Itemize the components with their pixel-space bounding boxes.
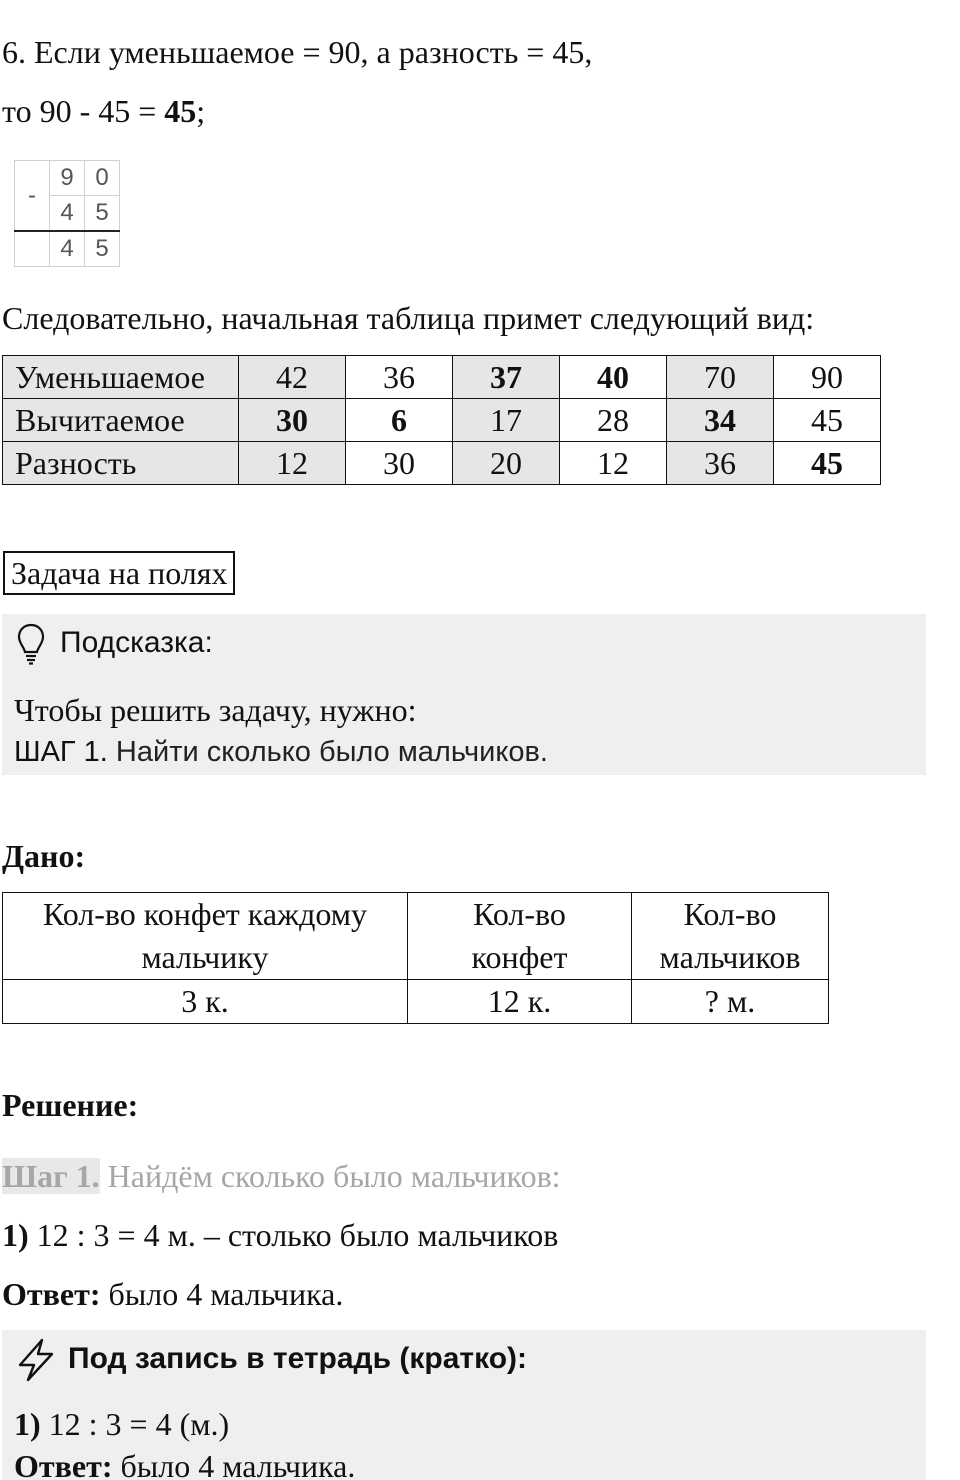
solution-step xyxy=(2,1156,561,1196)
cell-value: 30 xyxy=(276,401,308,438)
table-cell xyxy=(667,442,774,485)
cell-value: 30 xyxy=(383,444,415,481)
notebook-box xyxy=(2,1330,926,1480)
lightning-icon xyxy=(16,1338,56,1387)
given-value: ? м. xyxy=(632,980,829,1024)
table-cell xyxy=(346,442,453,485)
intro-expression: то 90 - 45 = xyxy=(2,93,165,129)
table-cell xyxy=(239,442,346,485)
cell-value: 37 xyxy=(490,358,522,395)
cell-value: 90 xyxy=(811,358,843,395)
table-cell xyxy=(346,356,453,399)
table-cell xyxy=(560,356,667,399)
intro-line-1: 6. Если уменьшаемое = 90, а разность = 45, xyxy=(2,34,593,70)
notebook-answer xyxy=(14,1446,355,1480)
cell-value: 42 xyxy=(276,358,308,395)
minus-sign: - xyxy=(15,161,50,232)
given-value: 3 к. xyxy=(3,980,408,1024)
digit-cell: 4 xyxy=(50,196,85,232)
cell-value: 45 xyxy=(811,401,843,438)
table-cell xyxy=(239,356,346,399)
cell-value: 12 xyxy=(597,444,629,481)
given-table xyxy=(2,892,829,1024)
cell-value: 70 xyxy=(704,358,736,395)
digit-cell: 9 xyxy=(50,161,85,196)
intro-semicolon: ; xyxy=(196,93,206,129)
solution-line-text: 12 : 3 = 4 м. – столько было мальчиков xyxy=(28,1217,559,1253)
table-cell xyxy=(453,442,560,485)
conclusion-text: Следовательно, начальная таблица примет следующий вид: xyxy=(2,300,815,336)
hint-title: Подсказка: xyxy=(60,626,213,659)
digit-cell: 0 xyxy=(85,161,120,196)
notebook-line-num: 1) xyxy=(14,1406,41,1442)
hint-box xyxy=(2,614,926,775)
hint-text: Чтобы решить задачу, нужно: xyxy=(14,692,417,728)
solution-line-1 xyxy=(2,1215,558,1255)
column-subtraction xyxy=(14,160,120,267)
solution-step-text: Найдём сколько было мальчиков: xyxy=(99,1158,561,1194)
hint-step-label: ШАГ 1. xyxy=(14,736,108,768)
empty-cell xyxy=(15,231,50,267)
table-row xyxy=(3,356,881,399)
table-cell xyxy=(774,442,881,485)
notebook-line-1 xyxy=(14,1404,229,1444)
given-header-boys: Кол-во мальчиков xyxy=(632,893,829,980)
table-row xyxy=(3,399,881,442)
cell-value: 36 xyxy=(383,358,415,395)
intro-result: 45 xyxy=(164,93,197,129)
table-cell xyxy=(774,356,881,399)
table-cell xyxy=(560,442,667,485)
cell-value: 6 xyxy=(391,401,407,438)
notebook-answer-label: Ответ: xyxy=(14,1448,113,1480)
row-label: Вычитаемое xyxy=(3,399,239,442)
solution-answer-text: было 4 мальчика. xyxy=(100,1276,344,1312)
margin-task-label: Задача на полях xyxy=(3,551,235,595)
cell-value: 12 xyxy=(276,444,308,481)
table-cell xyxy=(346,399,453,442)
cell-value: 17 xyxy=(490,401,522,438)
solution-line-num: 1) xyxy=(2,1217,29,1253)
given-header-candies: Кол-во конфет xyxy=(408,893,632,980)
notebook-title: Под запись в тетрадь (кратко): xyxy=(68,1342,528,1375)
minuend-subtrahend-table xyxy=(2,355,881,485)
solution-answer-label: Ответ: xyxy=(2,1276,101,1312)
cell-value: 28 xyxy=(597,401,629,438)
cell-value: 40 xyxy=(597,358,629,395)
table-cell xyxy=(774,399,881,442)
table-cell xyxy=(560,399,667,442)
cell-value: 34 xyxy=(704,401,736,438)
given-value: 12 к. xyxy=(408,980,632,1024)
table-cell xyxy=(667,399,774,442)
given-header-candies-per-boy: Кол-во конфет каждому мальчику xyxy=(3,893,408,980)
cell-value: 45 xyxy=(811,444,843,481)
digit-cell: 5 xyxy=(85,196,120,232)
solution-heading: Решение: xyxy=(2,1087,139,1123)
notebook-answer-text: было 4 мальчика. xyxy=(112,1448,356,1480)
lightbulb-icon xyxy=(16,622,46,671)
row-label: Разность xyxy=(3,442,239,485)
cell-value: 36 xyxy=(704,444,736,481)
cell-value: 20 xyxy=(490,444,522,481)
notebook-line-text: 12 : 3 = 4 (м.) xyxy=(40,1406,230,1442)
digit-cell: 5 xyxy=(85,231,120,267)
table-cell xyxy=(453,356,560,399)
hint-step-text: Найти сколько было мальчиков. xyxy=(107,736,548,768)
intro-line-2 xyxy=(2,91,205,131)
table-row xyxy=(3,442,881,485)
hint-step xyxy=(14,733,548,771)
row-label: Уменьшаемое xyxy=(3,356,239,399)
table-cell xyxy=(667,356,774,399)
solution-answer xyxy=(2,1274,343,1314)
digit-cell: 4 xyxy=(50,231,85,267)
solution-step-label: Шаг 1. xyxy=(2,1158,100,1194)
table-cell xyxy=(239,399,346,442)
table-cell xyxy=(453,399,560,442)
given-heading: Дано: xyxy=(2,838,86,874)
